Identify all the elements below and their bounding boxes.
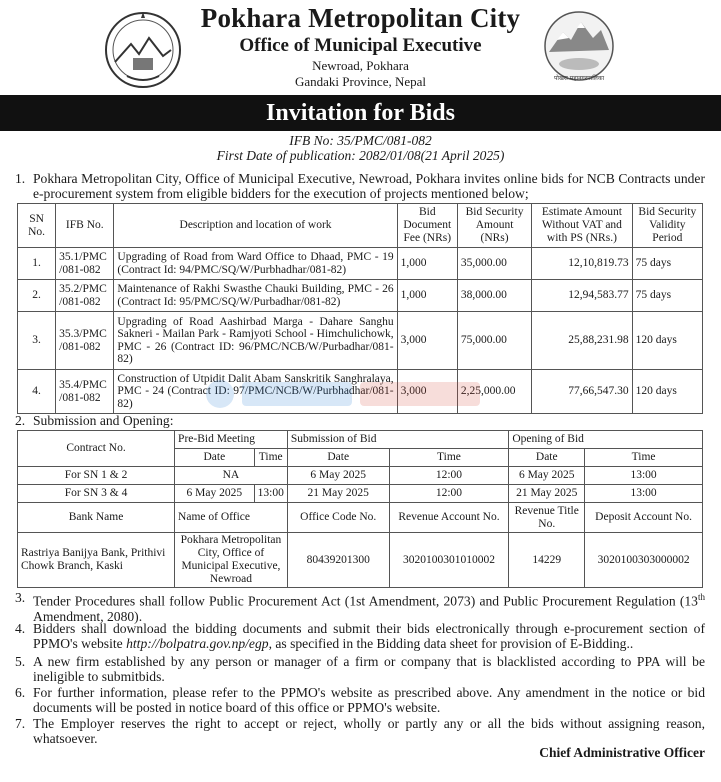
banner: Invitation for Bids <box>0 95 721 131</box>
table-row <box>18 312 703 370</box>
para-number: 5. <box>15 654 26 669</box>
cell-desc: Construction of Utpidit Dalit Abam Sanskritik Sanghralaya, PMC - 24 (Contract ID: 97/PMC/NCB/W/Purbhadhar/081-82) <box>114 370 397 414</box>
cell-security: 75,000.00 <box>457 312 531 370</box>
cell-validity: 120 days <box>632 312 702 370</box>
cell-open-time: 13:00 <box>585 467 703 485</box>
address-line-2: Gandaki Province, Nepal <box>294 74 427 89</box>
cell-fee: 3,000 <box>397 312 457 370</box>
para-number: 3. <box>15 590 26 605</box>
para-number: 2. <box>15 413 26 428</box>
cell-pre-bid: Pre-Bid Meeting <box>175 431 288 449</box>
col-validity: Bid Security Validity Period <box>632 204 702 248</box>
table-row <box>18 533 703 588</box>
cell-time: Time <box>254 449 287 467</box>
para-2 <box>15 413 705 428</box>
para-text-b: Amendment, 2080). <box>33 608 143 624</box>
para-text: The Employer reserves the right to accept or reject, wholly or partly any or all the bids without assigning reason, whatsoever. <box>33 716 705 746</box>
para-text-b: , as specified in the Bidding data sheet for provision of E-Bidding.. <box>268 636 634 651</box>
cell-deposit-header: Deposit Account No. <box>585 503 703 533</box>
cell-bank: Rastriya Banijya Bank, Prithivi Chowk Branch, Kaski <box>18 533 175 588</box>
cell-sub-date: 6 May 2025 <box>287 467 389 485</box>
cell-ifb: 35.2/PMC /081-082 <box>56 280 114 312</box>
cell-label: For SN 1 & 2 <box>18 467 175 485</box>
cell-security: 38,000.00 <box>457 280 531 312</box>
cell-bank-header: Bank Name <box>18 503 175 533</box>
cell-contract-no: Contract No. <box>18 431 175 467</box>
cell-submission: Submission of Bid <box>287 431 509 449</box>
cell-estimate: 12,94,583.77 <box>532 280 632 312</box>
col-fee: Bid Document Fee (NRs) <box>397 204 457 248</box>
table-row <box>18 503 703 533</box>
para-sup: th <box>697 592 705 602</box>
para-text: A new firm established by any person or manager of a firm or company that is blacklisted according to PPA will be ineligible to submitbids. <box>33 654 705 684</box>
header <box>0 0 721 95</box>
para-number: 7. <box>15 716 26 731</box>
cell-date: Date <box>509 449 585 467</box>
table-row <box>18 370 703 414</box>
pokhara-logo-icon <box>543 10 615 92</box>
cell-sub-time: 12:00 <box>389 467 509 485</box>
para-text: Pokhara Metropolitan City, Office of Municipal Executive, Newroad, Pokhara invites online bids for NCB Contracts under e-procurement system from eligible bidders for the execution of projects mentioned below; <box>33 171 705 201</box>
cell-open-date: 21 May 2025 <box>509 485 585 503</box>
col-estimate: Estimate Amount Without VAT and with PS (NRs.) <box>532 204 632 248</box>
cell-date: Date <box>287 449 389 467</box>
cell-label: For SN 3 & 4 <box>18 485 175 503</box>
publication-date: First Date of publication: 2082/01/08(21 April 2025) <box>216 148 505 163</box>
col-description: Description and location of work <box>114 204 397 248</box>
cell-fee: 3,000 <box>397 370 457 414</box>
bids-table <box>17 203 703 414</box>
cell-security: 35,000.00 <box>457 248 531 280</box>
para-text: For further information, please refer to the PPMO's website as prescribed above. Any amendment in the notice or bid documents will be posted in notice board of this office or PPMO's website. <box>33 685 705 715</box>
cell-pre-bid: NA <box>175 467 288 485</box>
para-6 <box>15 685 705 715</box>
cell-revenue-acc: 3020100301010002 <box>389 533 509 588</box>
page-subtitle: Office of Municipal Executive <box>239 35 482 56</box>
cell-office-header: Name of Office <box>175 503 288 533</box>
schedule-table <box>17 430 703 588</box>
logo-caption: पोखरा महानगरपालिका <box>553 75 605 82</box>
para-number: 1. <box>15 171 26 186</box>
cell-time: Time <box>585 449 703 467</box>
para-number: 6. <box>15 685 26 700</box>
ifb-number: IFB No: 35/PMC/081-082 <box>289 133 432 148</box>
cell-estimate: 77,66,547.30 <box>532 370 632 414</box>
cell-validity: 75 days <box>632 280 702 312</box>
cell-revenue-acc-header: Revenue Account No. <box>389 503 509 533</box>
table-row <box>18 248 703 280</box>
cell-pre-date: 6 May 2025 <box>175 485 255 503</box>
cell-pre-time: 13:00 <box>254 485 287 503</box>
cell-code: 80439201300 <box>287 533 389 588</box>
table-row <box>18 485 703 503</box>
col-sn: SN No. <box>18 204 56 248</box>
address-line-1: Newroad, Pokhara <box>312 58 409 73</box>
cell-open-date: 6 May 2025 <box>509 467 585 485</box>
page-title: Pokhara Metropolitan City <box>200 3 521 33</box>
cell-validity: 75 days <box>632 248 702 280</box>
signoff: Chief Administrative Officer <box>539 745 705 760</box>
cell-desc: Maintenance of Rakhi Swasthe Chauki Building, PMC - 26 (Contract Id: 95/PMC/SQ/W/Purbadhar/081-82) <box>114 280 397 312</box>
cell-ifb: 35.3/PMC /081-082 <box>56 312 114 370</box>
cell-sn: 3. <box>18 312 56 370</box>
para-text <box>33 590 705 624</box>
table-header-row <box>18 204 703 248</box>
cell-validity: 120 days <box>632 370 702 414</box>
cell-security: 2,25,000.00 <box>457 370 531 414</box>
cell-sn: 1. <box>18 248 56 280</box>
col-security: Bid Security Amount (NRs) <box>457 204 531 248</box>
para-1 <box>15 171 705 201</box>
cell-sn: 4. <box>18 370 56 414</box>
para-7 <box>15 716 705 746</box>
cell-sub-time: 12:00 <box>389 485 509 503</box>
cell-estimate: 12,10,819.73 <box>532 248 632 280</box>
cell-sub-date: 21 May 2025 <box>287 485 389 503</box>
para-text-a: Tender Procedures shall follow Public Procurement Act (1st Amendment, 2073) and Public Procurement Regulation (13 <box>33 593 698 609</box>
table-row <box>18 280 703 312</box>
cell-estimate: 25,88,231.98 <box>532 312 632 370</box>
cell-fee: 1,000 <box>397 280 457 312</box>
cell-revenue-title: 14229 <box>509 533 585 588</box>
cell-date: Date <box>175 449 255 467</box>
cell-time: Time <box>389 449 509 467</box>
bolpatra-link[interactable]: http://bolpatra.gov.np/egp <box>126 636 269 651</box>
para-4 <box>15 621 705 651</box>
para-3 <box>15 590 705 624</box>
ifb-meta <box>0 133 721 163</box>
cell-revenue-title-header: Revenue Title No. <box>509 503 585 533</box>
cell-office: Pokhara Metropolitan City, Office of Municipal Executive, Newroad <box>175 533 288 588</box>
cell-sn: 2. <box>18 280 56 312</box>
para-text-a: Bidders shall download the bidding documents and submit their bids electronically through e-procurement section of PPMO's website <box>33 621 705 651</box>
para-text <box>33 621 705 651</box>
cell-ifb: 35.1/PMC /081-082 <box>56 248 114 280</box>
para-5 <box>15 654 705 684</box>
cell-open-time: 13:00 <box>585 485 703 503</box>
cell-ifb: 35.4/PMC /081-082 <box>56 370 114 414</box>
cell-deposit: 3020100303000002 <box>585 533 703 588</box>
cell-fee: 1,000 <box>397 248 457 280</box>
para-text: Submission and Opening: <box>33 413 174 428</box>
para-number: 4. <box>15 621 26 636</box>
cell-code-header: Office Code No. <box>287 503 389 533</box>
table-row <box>18 431 703 449</box>
cell-opening: Opening of Bid <box>509 431 703 449</box>
table-row <box>18 467 703 485</box>
cell-desc: Upgrading of Road from Ward Office to Dhaad, PMC - 19 (Contract Id: 94/PMC/SQ/W/Purbhadhar/081-82) <box>114 248 397 280</box>
col-ifb: IFB No. <box>56 204 114 248</box>
cell-desc: Upgrading of Road Aashirbad Marga - Dahare Sanghu Sakneri - Mailan Park - Ramjyoti School - Himchulichowk, PMC - 26 (Contract ID: 96/PMC/NCB/W/Purbadhar/081-82) <box>114 312 397 370</box>
